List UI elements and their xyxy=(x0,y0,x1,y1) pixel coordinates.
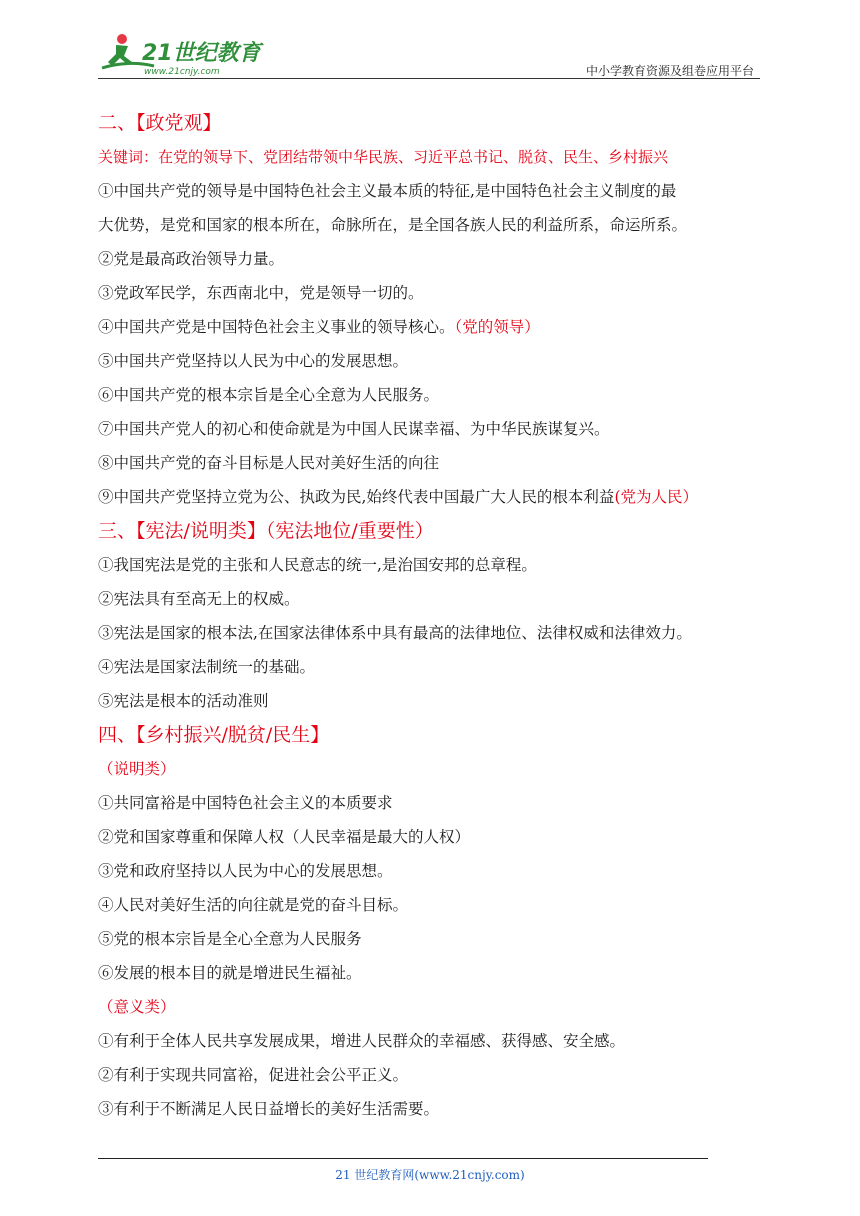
list-item: ②党是最高政治领导力量。 xyxy=(98,250,285,268)
list-item: ①我国宪法是党的主张和人民意志的统一,是治国安邦的总章程。 xyxy=(98,556,537,574)
list-item xyxy=(98,480,766,514)
list-item: ②宪法具有至高无上的权威。 xyxy=(98,590,300,608)
list-item: ②党和国家尊重和保障人权（人民幸福是最大的人权） xyxy=(98,828,471,846)
list-item: ①中国共产党的领导是中国特色社会主义最本质的特征,是中国特色社会主义制度的最 xyxy=(98,182,677,200)
list-item: ②有利于实现共同富裕，促进社会公平正义。 xyxy=(98,1066,409,1084)
list-item: ⑥发展的根本目的就是增进民生福祉。 xyxy=(98,964,362,982)
list-item: ③党政军民学，东西南北中，党是领导一切的。 xyxy=(98,284,424,302)
list-item: ⑤宪法是根本的活动准则 xyxy=(98,692,269,710)
document-body xyxy=(98,106,766,1126)
item-text: ⑨中国共产党坚持立党为公、执政为民,始终代表中国最广大人民的根本利益 xyxy=(98,488,615,506)
section-3-title: 三、【宪法/说明类】（宪法地位/重要性） xyxy=(98,520,434,542)
logo-text: 21世纪教育 xyxy=(142,41,261,66)
footer-link[interactable]: 21 世纪教育网(www.21cnjy.com) xyxy=(335,1168,525,1182)
list-item: ③宪法是国家的根本法,在国家法律体系中具有最高的法律地位、法律权威和法律效力。 xyxy=(98,624,692,642)
list-item xyxy=(98,310,766,344)
list-item: 大优势，是党和国家的根本所在，命脉所在，是全国各族人民的利益所系，命运所系。 xyxy=(98,216,688,234)
subheading: （说明类） xyxy=(98,760,176,778)
item-text: ④中国共产党是中国特色社会主义事业的领导核心。 xyxy=(98,318,455,336)
list-item: ④宪法是国家法制统一的基础。 xyxy=(98,658,316,676)
list-item: ⑦中国共产党人的初心和使命就是为中国人民谋幸福、为中华民族谋复兴。 xyxy=(98,420,610,438)
section-2-title: 二、【政党观】 xyxy=(98,112,222,134)
list-item: ⑤党的根本宗旨是全心全意为人民服务 xyxy=(98,930,362,948)
list-item: ①共同富裕是中国特色社会主义的本质要求 xyxy=(98,794,393,812)
logo-url: www.21cnjy.com xyxy=(144,67,220,76)
list-item: ⑥中国共产党的根本宗旨是全心全意为人民服务。 xyxy=(98,386,440,404)
list-item: ①有利于全体人民共享发展成果，增进人民群众的幸福感、获得感、安全感。 xyxy=(98,1032,626,1050)
platform-text: 中小学教育资源及组卷应用平台 xyxy=(585,64,754,78)
list-item: ⑧中国共产党的奋斗目标是人民对美好生活的向往 xyxy=(98,454,440,472)
header-divider xyxy=(98,78,760,79)
item-note: (党为人民） xyxy=(614,488,698,506)
page-header xyxy=(98,28,760,78)
subheading: （意义类） xyxy=(98,998,176,1016)
list-item: ⑤中国共产党坚持以人民为中心的发展思想。 xyxy=(98,352,409,370)
section-4-title: 四、【乡村振兴/脱贫/民生】 xyxy=(98,724,330,746)
21cnjy-logo xyxy=(98,32,268,76)
keywords-line: 关键词：在党的领导下、党团结带领中华民族、习近平总书记、脱贫、民生、乡村振兴 xyxy=(98,148,669,166)
item-note: （党的领导） xyxy=(454,318,540,336)
list-item: ④人民对美好生活的向往就是党的奋斗目标。 xyxy=(98,896,409,914)
list-item: ③党和政府坚持以人民为中心的发展思想。 xyxy=(98,862,393,880)
list-item: ③有利于不断满足人民日益增长的美好生活需要。 xyxy=(98,1100,440,1118)
footer-divider xyxy=(98,1158,708,1159)
